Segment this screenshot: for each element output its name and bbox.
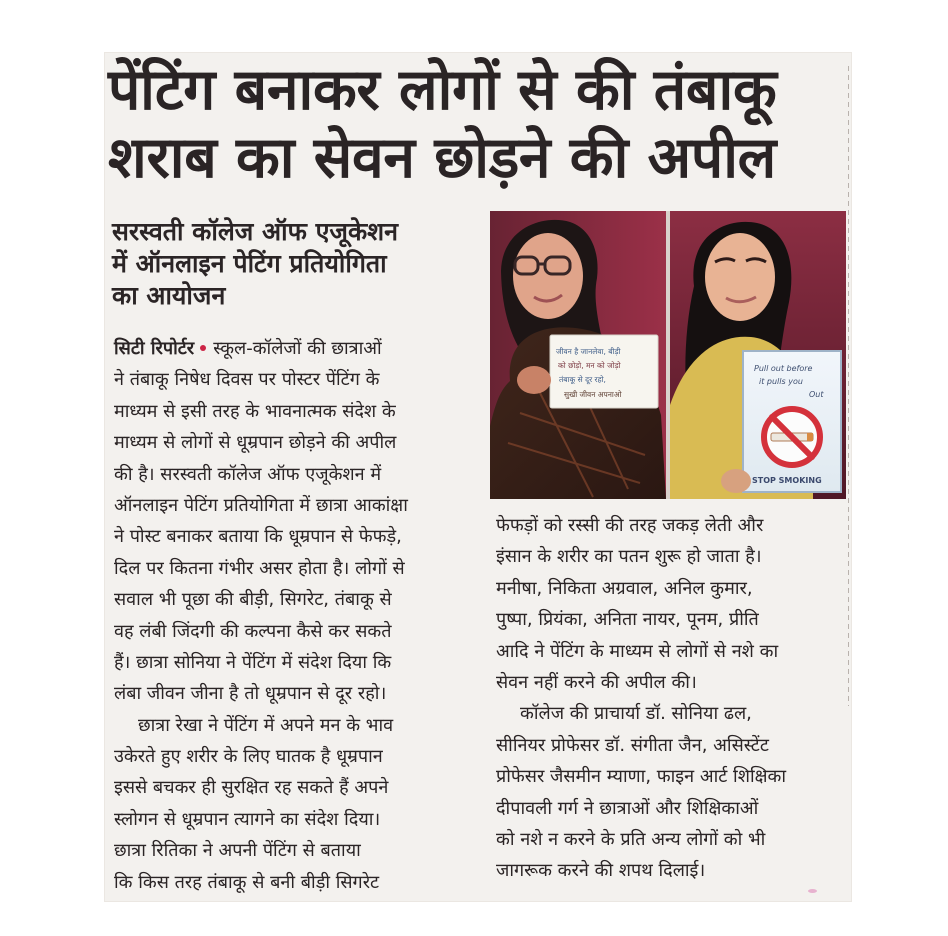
body-left-line-7: ने पोस्ट बनाकर बताया कि धूम्रपान से फेफड़े, (114, 526, 402, 548)
subheadline-line-3: का आयोजन (112, 281, 226, 310)
body-right-line-12: जागरूक करने की शपथ दिलाई। (496, 860, 706, 882)
body-left-line-1 (114, 333, 474, 364)
headline-line-2: शराब का सेवन छोड़ने की अपील (108, 125, 777, 191)
body-left-line-15: इससे बचकर ही सुरक्षित रह सकते हैं अपने (114, 777, 389, 799)
byline: सिटी रिपोर्टर (114, 338, 195, 359)
body-left-line-17: छात्रा रितिका ने अपनी पेंटिंग से बताया (114, 840, 361, 862)
right-poster-line-1: Pull out before (754, 364, 813, 373)
body-left-line-9: सवाल भी पूछा की बीड़ी, सिगरेट, तंबाकू से (114, 589, 392, 611)
body-right-line-9: प्रोफेसर जैसमीन म्याणा, फाइन आर्ट शिक्षिका (496, 766, 787, 788)
bullet-dot-icon (200, 345, 206, 351)
body-right-line-11: को नशे न करने के प्रति अन्य लोगों को भी (496, 828, 766, 850)
subheadline-line-1: सरस्वती कॉलेज ऑफ एजूकेशन (112, 217, 399, 246)
body-left-text-1: स्कूल-कॉलेजों की छात्राओं (213, 338, 382, 359)
right-poster-line-3: Out (809, 390, 824, 399)
body-left-line-2: ने तंबाकू निषेध दिवस पर पोस्टर पेंटिंग के (114, 369, 380, 391)
left-photo-hand (517, 366, 551, 394)
body-right-line-3: मनीषा, निकिता अग्रवाल, अनिल कुमार, (496, 577, 753, 599)
body-right-line-4: पुष्पा, प्रियंका, अनिता नायर, पूनम, प्रीति (496, 609, 759, 631)
body-left-line-3: माध्यम से इसी तरह के भावनात्मक संदेश के (114, 400, 396, 422)
body-left-line-14: उकेरते हुए शरीर के लिए घातक है धूम्रपान (114, 746, 383, 768)
left-poster-line-2: को छोड़ो, मन को जोड़ो (558, 361, 621, 370)
subheadline (112, 216, 476, 312)
photo-right-artwork (670, 211, 846, 499)
headline-line-1: पेंटिंग बनाकर लोगों से की तंबाकू (108, 57, 777, 123)
body-left-line-13: छात्रा रेखा ने पेंटिंग में अपने मन के भाव (138, 714, 394, 736)
photo-right (670, 211, 846, 499)
body-left-line-8: दिल पर कितना गंभीर असर होता है। लोगों से (114, 557, 405, 579)
body-left-line-5: की है। सरस्वती कॉलेज ऑफ एजूकेशन में (114, 463, 382, 485)
article-photos (490, 211, 846, 499)
body-right-line-5: आदि ने पेंटिंग के माध्यम से लोगों से नशे का (496, 640, 779, 662)
right-poster-line-4: STOP SMOKING (752, 476, 822, 485)
page-mark (808, 889, 817, 893)
left-poster-line-4: सुखी जीवन अपनाओ (564, 390, 622, 399)
right-poster-line-2: it pulls you (759, 377, 803, 386)
headline (108, 56, 848, 192)
body-right-line-8: सीनियर प्रोफेसर डॉ. संगीता जैन, असिस्टेंट (496, 734, 769, 756)
body-left-line-11: हैं। छात्रा सोनिया ने पेंटिंग में संदेश दिया कि (114, 651, 392, 673)
body-right-line-1: फेफड़ों को रस्सी की तरह जकड़ लेती और (496, 515, 764, 536)
photo-left-artwork (490, 211, 666, 499)
right-photo-face (705, 233, 775, 321)
left-poster-line-3: तंबाकू से दूर रहो, (559, 375, 606, 384)
photo-left (490, 211, 666, 499)
body-left-line-4: माध्यम से लोगों से धूम्रपान छोड़ने की अपील (114, 432, 397, 454)
body-left-line-6: ऑनलाइन पेटिंग प्रतियोगिता में छात्रा आकांक्षा (114, 494, 408, 516)
body-right-line-10: दीपावली गर्ग ने छात्राओं और शिक्षिकाओं (496, 797, 759, 819)
article-body-left (114, 333, 474, 898)
left-photo-face (513, 233, 583, 319)
article-body-right (496, 510, 851, 887)
body-left-line-18: कि किस तरह तंबाकू से बनी बीड़ी सिगरेट (114, 871, 380, 893)
body-left-line-12: लंबा जीवन जीना है तो धूम्रपान से दूर रहो। (114, 683, 387, 705)
right-poster (743, 351, 841, 492)
body-right-line-7: कॉलेज की प्राचार्या डॉ. सोनिया ढल, (520, 703, 752, 725)
subheadline-line-2: में ऑनलाइन पेटिंग प्रतियोगिता (112, 249, 387, 278)
body-left-line-10: वह लंबी जिंदगी की कल्पना कैसे कर सकते (114, 620, 392, 642)
body-right-line-2: इंसान के शरीर का पतन शुरू हो जाता है। (496, 546, 762, 568)
body-right-line-6: सेवन नहीं करने की अपील की। (496, 671, 697, 693)
body-left-line-16: स्लोगन से धूम्रपान त्यागने का संदेश दिया। (114, 808, 381, 830)
left-poster (550, 335, 658, 408)
left-poster-line-1: जीवन है जानलेवा, बीड़ी (556, 347, 621, 356)
no-smoking-icon (764, 409, 820, 465)
right-photo-hand (721, 469, 751, 493)
